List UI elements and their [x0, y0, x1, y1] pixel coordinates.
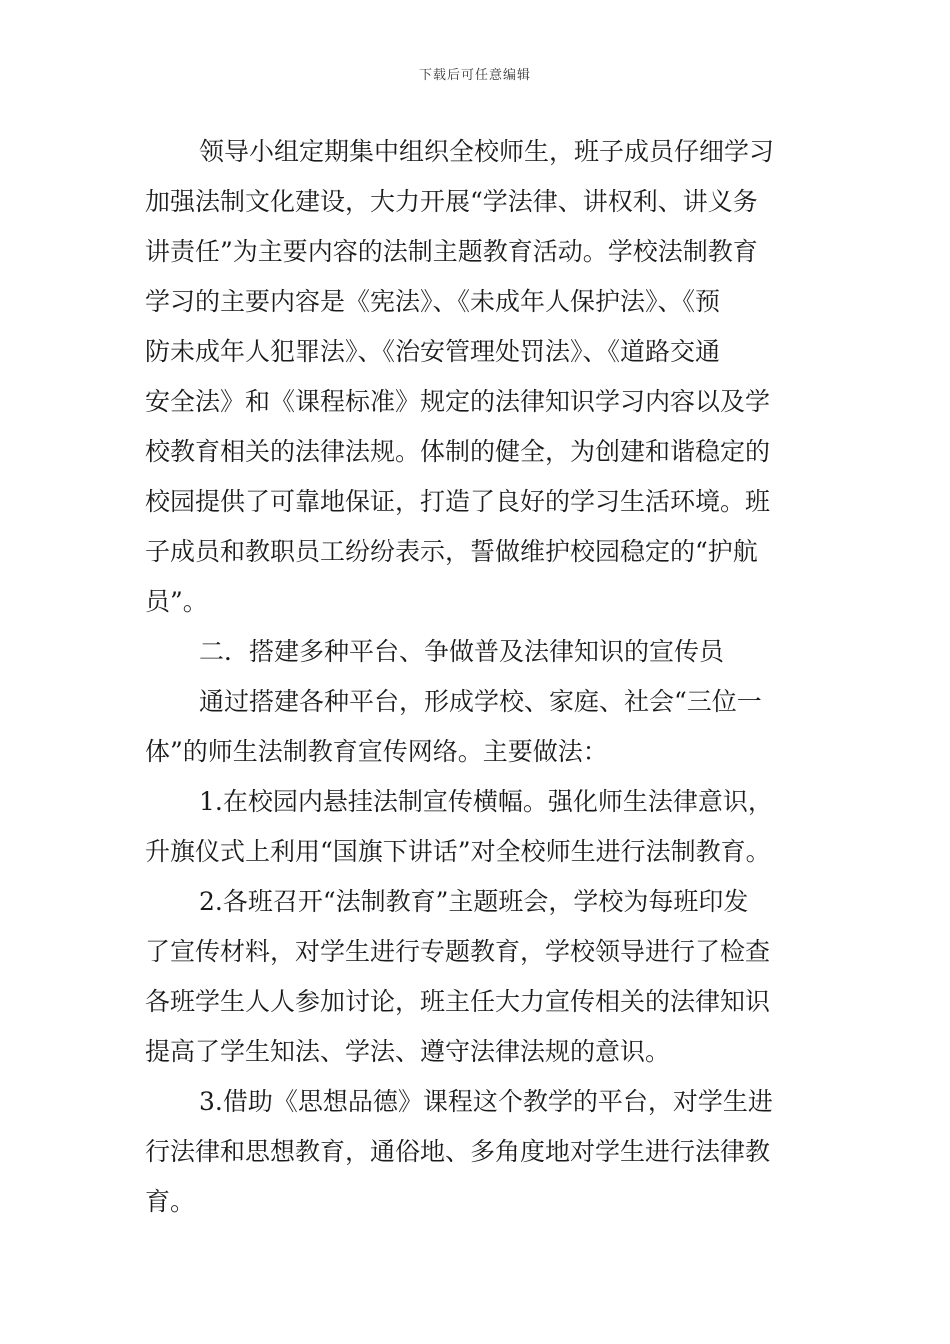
- page-header: 下载后可任意编辑: [418, 68, 531, 83]
- text-line: 各班学生人人参加讨论，班主任大力宣传相关的法律知识: [145, 987, 771, 1016]
- text-line: 加强法制文化建设，大力开展“学法律、讲权利、讲义务: [145, 187, 758, 216]
- text-line: 防未成年人犯罪法》、《治安管理处罚法》、《道路交通: [145, 337, 721, 366]
- text-line: 校教育相关的法律法规。体制的健全，为创建和谐稳定的: [145, 437, 771, 466]
- text-line: 员”。: [145, 587, 208, 616]
- list-item: 3.借助《思想品德》课程这个教学的平台，对学生进: [199, 1087, 773, 1116]
- text-line: 子成员和教职员工纷纷表示，誓做维护校园稳定的“护航: [145, 537, 758, 566]
- document-body: [145, 127, 807, 1227]
- text-line: 学习的主要内容是《宪法》、《未成年人保护法》、《预: [145, 287, 721, 316]
- text-line: 行法律和思想教育，通俗地、多角度地对学生进行法律教: [145, 1137, 771, 1166]
- text-line: 升旗仪式上利用“国旗下讲话”对全校师生进行法制教育。: [145, 837, 771, 866]
- section-heading: 二．搭建多种平台、争做普及法律知识的宣传员: [199, 637, 725, 666]
- text-line: 体”的师生法制教育宣传网络。主要做法：: [145, 737, 608, 766]
- list-item: 1.在校园内悬挂法制宣传横幅。强化师生法律意识，: [199, 787, 773, 816]
- text-line: 讲责任”为主要内容的法制主题教育活动。学校法制教育: [145, 237, 758, 266]
- text-line: 育。: [145, 1187, 196, 1216]
- text-line: 提高了学生知法、学法、遵守法律法规的意识。: [145, 1037, 671, 1066]
- text-line: 通过搭建各种平台，形成学校、家庭、社会“三位一: [199, 687, 762, 716]
- list-item: 2.各班召开“法制教育”主题班会，学校为每班印发: [199, 887, 749, 916]
- text-line: 领导小组定期集中组织全校师生，班子成员仔细学习: [199, 137, 775, 166]
- text-line: 校园提供了可靠地保证，打造了良好的学习生活环境。班: [145, 487, 771, 516]
- text-line: 安全法》和《课程标准》规定的法律知识学习内容以及学: [145, 387, 771, 416]
- text-line: 了宣传材料，对学生进行专题教育，学校领导进行了检查: [145, 937, 771, 966]
